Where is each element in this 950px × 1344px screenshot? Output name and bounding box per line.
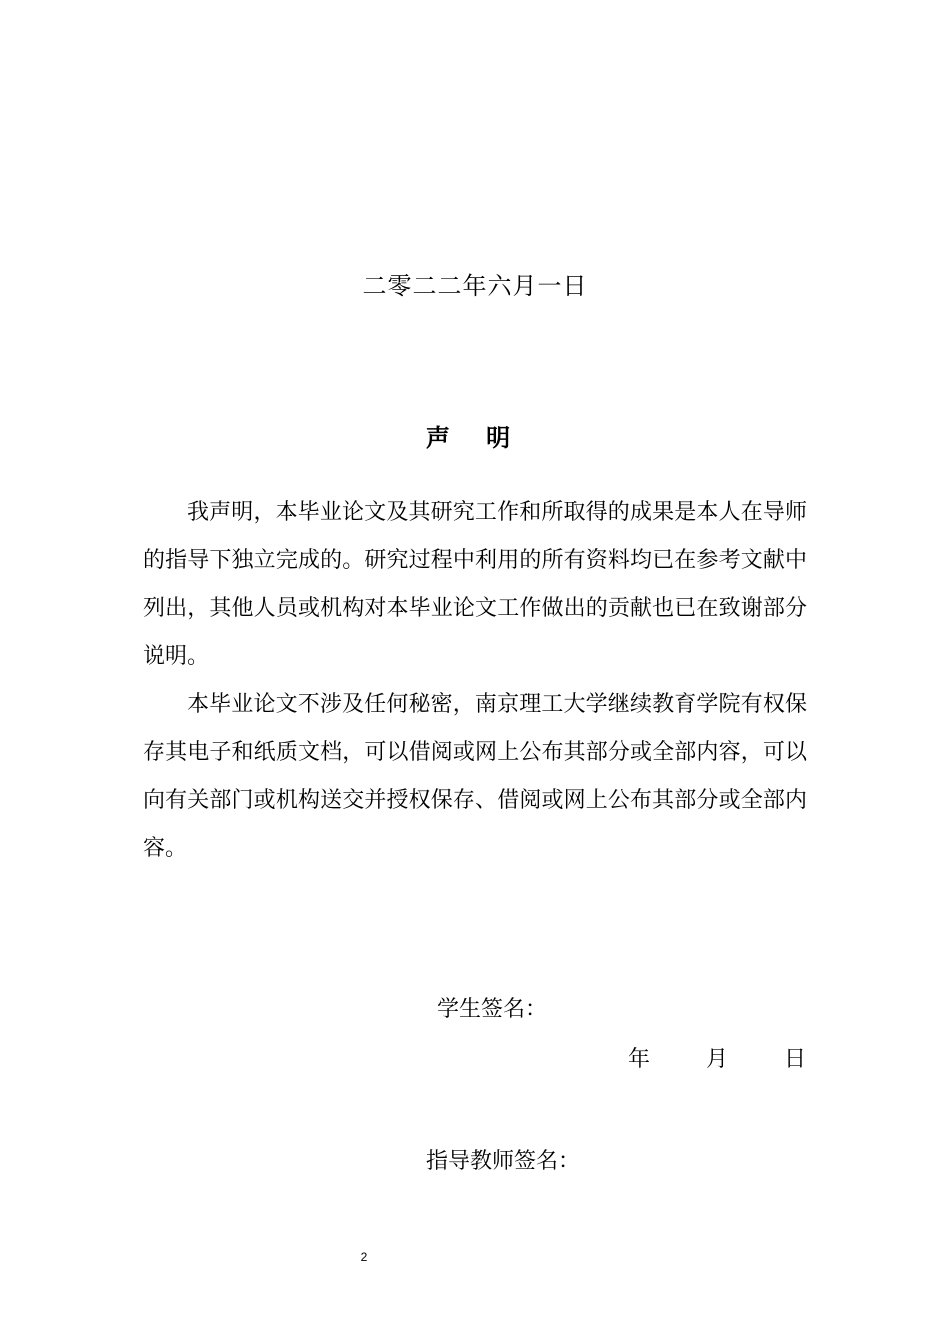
date-year-label: 年: [628, 1047, 651, 1072]
declaration-title: 声 明: [425, 423, 525, 452]
page-number: 2: [360, 1250, 368, 1264]
advisor-signature-label: 指导教师签名：: [426, 1149, 581, 1174]
student-signature-label: 学生签名：: [437, 997, 548, 1022]
thesis-date: 二零二二年六月一日: [362, 272, 588, 300]
declaration-paragraph-2: 本毕业论文不涉及任何秘密，南京理工大学继续教育学院有权保存其电子和纸质文档，可以借阅或网上公布其部分或全部内容，可以向有关部门或机构送交并授权保存、借阅或网上公布其部分或全部内容。: [143, 692, 807, 861]
date-day-label: 日: [784, 1047, 807, 1072]
declaration-paragraph-1: 我声明，本毕业论文及其研究工作和所取得的成果是本人在导师的指导下独立完成的。研究过程中利用的所有资料均已在参考文献中列出，其他人员或机构对本毕业论文工作做出的贡献也已在致谢部分说明。: [143, 500, 807, 669]
date-month-label: 月: [706, 1047, 729, 1072]
declaration-body: [143, 489, 807, 873]
